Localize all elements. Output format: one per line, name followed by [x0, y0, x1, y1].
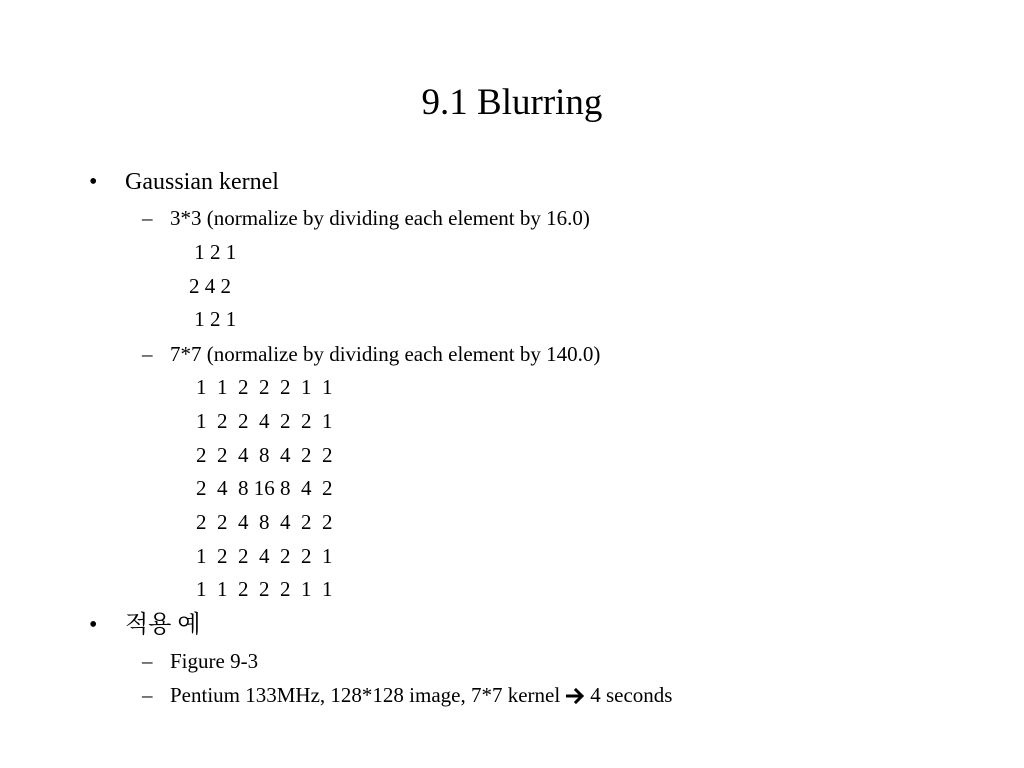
matrix-row: 2 2 4 8 4 2 2 — [196, 510, 333, 534]
matrix-row: 1 2 1 — [189, 240, 237, 264]
timing-text-after: 4 seconds — [590, 683, 673, 707]
bullet-text: 적용 예 — [125, 612, 201, 638]
bullet-marker: • — [89, 612, 98, 638]
subitem-text: 7*7 (normalize by dividing each element by 140.0) — [170, 342, 601, 366]
subitem-marker: – — [142, 649, 153, 673]
matrix-row: 1 2 1 — [189, 307, 237, 331]
bullet-text: Gaussian kernel — [125, 169, 279, 195]
subitem-text: 3*3 (normalize by dividing each element by 16.0) — [170, 206, 590, 230]
subitem-marker: – — [142, 342, 153, 366]
matrix-row: 2 4 8 16 8 4 2 — [196, 476, 333, 500]
matrix-row: 2 2 4 8 4 2 2 — [196, 443, 333, 467]
subitem-marker: – — [142, 683, 153, 707]
matrix-row: 1 2 2 4 2 2 1 — [196, 409, 333, 433]
matrix-row: 2 4 2 — [189, 274, 231, 298]
bullet-marker: • — [89, 169, 98, 195]
subitem-text — [170, 682, 672, 708]
timing-text-before: Pentium 133MHz, 128*128 image, 7*7 kernel — [170, 683, 561, 707]
matrix-row: 1 1 2 2 2 1 1 — [196, 577, 333, 601]
matrix-row: 1 2 2 4 2 2 1 — [196, 544, 333, 568]
slide-title: 9.1 Blurring — [421, 82, 603, 123]
subitem-text: Figure 9-3 — [170, 649, 259, 673]
right-arrow-icon — [566, 687, 586, 705]
matrix-row: 1 1 2 2 2 1 1 — [196, 375, 333, 399]
subitem-marker: – — [142, 206, 153, 230]
